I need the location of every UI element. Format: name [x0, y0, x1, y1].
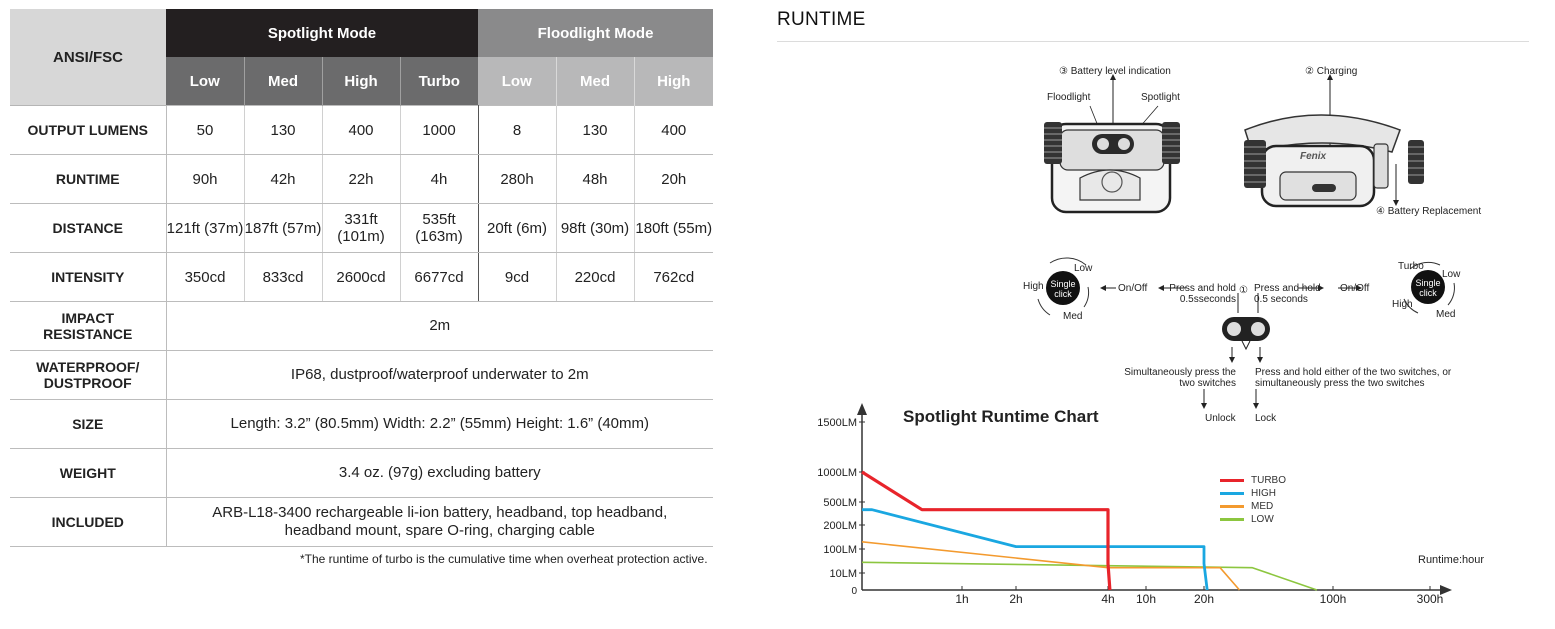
spec-row — [10, 400, 713, 449]
right-dial-low: Low — [1442, 269, 1461, 280]
spec-cell: 42h — [244, 155, 322, 204]
right-single-click-button[interactable]: Single click — [1415, 278, 1441, 298]
spec-cell: 48h — [556, 155, 634, 204]
step-number: ① — [1239, 285, 1248, 296]
runtime-section-title: RUNTIME — [777, 9, 866, 30]
y-tick-label: 200LM — [823, 520, 857, 532]
spec-cell: 187ft (57m) — [244, 204, 322, 253]
chart-title: Spotlight Runtime Chart — [903, 407, 1099, 426]
legend-label: TURBO — [1251, 475, 1286, 486]
left-dial-med: Med — [1063, 311, 1083, 322]
spec-cell: 220cd — [556, 253, 634, 302]
spotlight-runtime-chart — [800, 395, 1460, 610]
spec-row-label: OUTPUT LUMENS — [10, 106, 166, 155]
spec-row — [10, 106, 713, 155]
spec-row-label: RUNTIME — [10, 155, 166, 204]
spec-row — [10, 155, 713, 204]
spec-cell: 9cd — [478, 253, 556, 302]
battery-level-label: ③ Battery level indication — [1059, 66, 1171, 77]
spec-row — [10, 302, 713, 351]
spec-cell: 350cd — [166, 253, 244, 302]
legend-item-low — [1220, 513, 1286, 526]
unlock-label: Unlock — [1205, 413, 1236, 424]
left-dial-high: High — [1023, 281, 1044, 292]
spec-cell: 90h — [166, 155, 244, 204]
x-tick-label: 20h — [1193, 592, 1215, 606]
spec-row — [10, 498, 713, 547]
right-dial-turbo: Turbo — [1398, 261, 1424, 272]
legend-swatch — [1220, 479, 1244, 482]
spec-cell: 2600cd — [322, 253, 400, 302]
lock-label: Lock — [1255, 413, 1277, 424]
spec-cell: 535ft (163m) — [400, 204, 478, 253]
spec-cell-wide: 2m — [166, 302, 713, 351]
x-tick-label: 300h — [1416, 592, 1444, 606]
flood-level-low: Low — [478, 57, 556, 106]
spec-row-label: IMPACT RESISTANCE — [10, 302, 166, 351]
legend-item-med — [1220, 500, 1286, 513]
spec-cell: 331ft (101m) — [322, 204, 400, 253]
right-dial-high: High — [1392, 299, 1413, 310]
y-tick-label: 1000LM — [817, 467, 857, 479]
x-tick-label: 10h — [1135, 592, 1157, 606]
left-dial-low: Low — [1074, 263, 1093, 274]
chart-legend — [1220, 474, 1286, 526]
spec-row-label: INCLUDED — [10, 498, 166, 547]
legend-item-turbo — [1220, 474, 1286, 487]
spec-cell-wide: IP68, dustproof/waterproof underwater to 2m — [166, 351, 713, 400]
battery-replacement-label: ④ Battery Replacement — [1376, 206, 1482, 217]
spec-row — [10, 253, 713, 302]
spec-cell: 22h — [322, 155, 400, 204]
press-hold-left: Press and hold 0.5sseconds — [1169, 283, 1236, 305]
legend-label: LOW — [1251, 514, 1274, 525]
press-hold-either-label: Press and hold either of the two switches, or simultaneously press the two switches — [1255, 367, 1452, 389]
spotlight-label: Spotlight — [1141, 92, 1180, 103]
flood-level-med: Med — [556, 57, 634, 106]
legend-swatch — [1220, 518, 1244, 521]
right-dial-med: Med — [1436, 309, 1456, 320]
simultaneous-press-label: Simultaneously press the two switches — [1124, 367, 1236, 389]
legend-label: HIGH — [1251, 488, 1276, 499]
spec-row-label: DISTANCE — [10, 204, 166, 253]
spec-cell: 8 — [478, 106, 556, 155]
spec-cell: 50 — [166, 106, 244, 155]
spot-level-high: High — [322, 57, 400, 106]
spec-cell: 121ft (37m) — [166, 204, 244, 253]
spec-cell: 4h — [400, 155, 478, 204]
spec-cell: 130 — [556, 106, 634, 155]
spec-cell: 1000 — [400, 106, 478, 155]
spec-cell-wide: 3.4 oz. (97g) excluding battery — [166, 449, 713, 498]
legend-swatch — [1220, 505, 1244, 508]
spec-cell: 833cd — [244, 253, 322, 302]
spec-cell-wide: ARB-L18-3400 rechargeable li-ion battery, headband, top headband, headband mount, spare O-ring, charging cable — [166, 498, 713, 547]
on-off-right: On/Off — [1340, 283, 1370, 294]
ansi-fsc-header: ANSI/FSC — [10, 9, 166, 106]
x-tick-label: 100h — [1319, 592, 1347, 606]
spec-row — [10, 351, 713, 400]
spot-level-med: Med — [244, 57, 322, 106]
x-tick-label: 4h — [1101, 592, 1115, 606]
flood-level-high: High — [634, 57, 713, 106]
legend-label: MED — [1251, 501, 1274, 512]
x-tick-label: 2h — [1009, 592, 1023, 606]
y-tick-label: 10LM — [829, 568, 857, 580]
spec-row — [10, 449, 713, 498]
spec-cell: 98ft (30m) — [556, 204, 634, 253]
y-tick-label: 500LM — [823, 497, 857, 509]
spec-cell: 400 — [634, 106, 713, 155]
spec-cell: 20h — [634, 155, 713, 204]
y-tick-label: 100LM — [823, 544, 857, 556]
headlamp-side-view — [1244, 74, 1424, 206]
spot-level-turbo: Turbo — [400, 57, 478, 106]
spec-row-label: INTENSITY — [10, 253, 166, 302]
spec-row-label: SIZE — [10, 400, 166, 449]
x-tick-label: 1h — [955, 592, 969, 606]
spec-cell: 180ft (55m) — [634, 204, 713, 253]
legend-item-high — [1220, 487, 1286, 500]
charging-label: ② Charging — [1305, 66, 1358, 77]
brand-logo: Fenix — [1300, 151, 1327, 162]
on-off-left: On/Off — [1118, 283, 1148, 294]
spec-table — [10, 9, 713, 547]
headlamp-diagram — [1030, 60, 1500, 225]
spec-cell: 130 — [244, 106, 322, 155]
spotlight-mode-header: Spotlight Mode — [166, 9, 478, 57]
spec-cell: 20ft (6m) — [478, 204, 556, 253]
spec-cell: 6677cd — [400, 253, 478, 302]
spot-level-low: Low — [166, 57, 244, 106]
y-tick-label: 1500LM — [817, 417, 857, 429]
y-tick-label: 0 — [851, 586, 857, 597]
floodlight-mode-header: Floodlight Mode — [478, 9, 713, 57]
spec-cell: 280h — [478, 155, 556, 204]
runtime-footnote: *The runtime of turbo is the cumulative time when overheat protection active. — [300, 552, 708, 566]
spec-cell-wide: Length: 3.2” (80.5mm) Width: 2.2” (55mm) Height: 1.6” (40mm) — [166, 400, 713, 449]
spec-cell: 400 — [322, 106, 400, 155]
spec-row-label: WEIGHT — [10, 449, 166, 498]
section-divider — [777, 41, 1529, 42]
series-med-line — [862, 542, 1240, 590]
press-hold-right: Press and hold 0.5 seconds — [1254, 283, 1321, 305]
series-turbo-line — [862, 472, 1110, 590]
left-single-click-button[interactable]: Single click — [1050, 279, 1076, 299]
spec-row-label: WATERPROOF/ DUSTPROOF — [10, 351, 166, 400]
spec-cell: 762cd — [634, 253, 713, 302]
floodlight-label: Floodlight — [1047, 92, 1091, 103]
legend-swatch — [1220, 492, 1244, 495]
series-high-line — [862, 510, 1207, 590]
y-axis-arrow — [857, 403, 867, 415]
spec-row — [10, 204, 713, 253]
x-axis-label: Runtime:hour — [1418, 554, 1485, 566]
